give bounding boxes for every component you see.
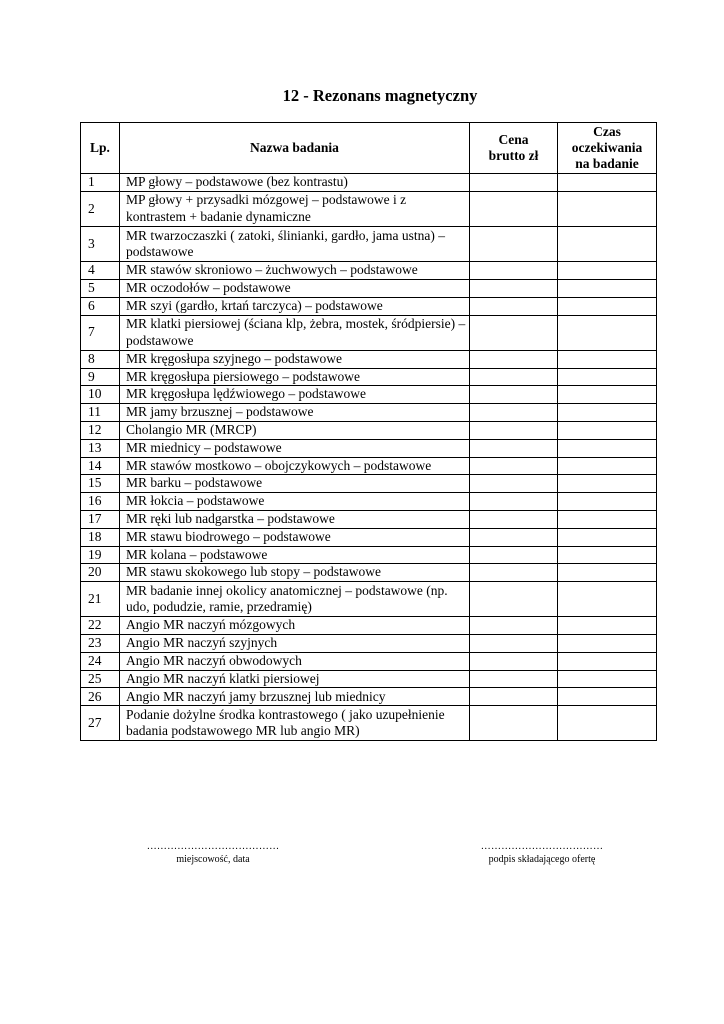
row-name: Podanie dożylne środka kontrastowego ( jako uzupełnienie badania podstawowego MR lub angio MR) <box>120 706 470 741</box>
row-price-cell <box>470 635 558 653</box>
row-name: MR ręki lub nadgarstka – podstawowe <box>120 510 470 528</box>
row-name: MR jamy brzusznej – podstawowe <box>120 404 470 422</box>
row-price-cell <box>470 706 558 741</box>
row-price-cell <box>470 297 558 315</box>
row-price-cell <box>470 493 558 511</box>
row-wait-cell <box>558 510 657 528</box>
table-row <box>81 368 657 386</box>
row-wait-cell <box>558 174 657 192</box>
row-price-cell <box>470 350 558 368</box>
row-lp: 5 <box>81 279 120 297</box>
row-name: MR stawu skokowego lub stopy – podstawowe <box>120 564 470 582</box>
row-name: MR kręgosłupa piersiowego – podstawowe <box>120 368 470 386</box>
row-wait-cell <box>558 368 657 386</box>
table-row <box>81 386 657 404</box>
table-row <box>81 315 657 350</box>
table-row <box>81 546 657 564</box>
table-row <box>81 439 657 457</box>
table-row <box>81 706 657 741</box>
row-price-cell <box>470 564 558 582</box>
row-price-cell <box>470 510 558 528</box>
row-price-cell <box>470 652 558 670</box>
table-row <box>81 582 657 617</box>
row-lp: 22 <box>81 617 120 635</box>
header-lp: Lp. <box>81 123 120 174</box>
table-row <box>81 635 657 653</box>
row-lp: 15 <box>81 475 120 493</box>
row-wait-cell <box>558 262 657 280</box>
row-lp: 14 <box>81 457 120 475</box>
row-name: MR oczodołów – podstawowe <box>120 279 470 297</box>
row-wait-cell <box>558 617 657 635</box>
row-price-cell <box>470 368 558 386</box>
row-lp: 8 <box>81 350 120 368</box>
table-row <box>81 350 657 368</box>
row-name: MR szyi (gardło, krtań tarczyca) – podstawowe <box>120 297 470 315</box>
row-lp: 24 <box>81 652 120 670</box>
row-name: MR barku – podstawowe <box>120 475 470 493</box>
signature-left <box>118 840 308 866</box>
row-lp: 17 <box>81 510 120 528</box>
row-name: MR stawów skroniowo – żuchwowych – podstawowe <box>120 262 470 280</box>
row-price-cell <box>470 386 558 404</box>
row-lp: 11 <box>81 404 120 422</box>
row-wait-cell <box>558 279 657 297</box>
row-price-cell <box>470 670 558 688</box>
row-wait-cell <box>558 226 657 261</box>
row-wait-cell <box>558 652 657 670</box>
row-wait-cell <box>558 475 657 493</box>
header-name: Nazwa badania <box>120 123 470 174</box>
table-row <box>81 262 657 280</box>
row-wait-cell <box>558 297 657 315</box>
signature-left-dots: ………………………………… <box>146 841 280 852</box>
price-table <box>80 122 657 741</box>
row-wait-cell <box>558 670 657 688</box>
row-name: MP głowy + przysadki mózgowej – podstawowe i z kontrastem + badanie dynamiczne <box>120 191 470 226</box>
row-price-cell <box>470 315 558 350</box>
signature-right-dots: ……………………………… <box>480 841 604 852</box>
table-row <box>81 528 657 546</box>
table-row <box>81 670 657 688</box>
header-wait: Czas oczekiwania na badanie <box>558 123 657 174</box>
table-row <box>81 652 657 670</box>
row-price-cell <box>470 226 558 261</box>
table-row <box>81 279 657 297</box>
row-wait-cell <box>558 191 657 226</box>
row-price-cell <box>470 546 558 564</box>
row-wait-cell <box>558 546 657 564</box>
row-lp: 3 <box>81 226 120 261</box>
row-wait-cell <box>558 315 657 350</box>
row-name: Angio MR naczyń klatki piersiowej <box>120 670 470 688</box>
row-wait-cell <box>558 528 657 546</box>
row-price-cell <box>470 439 558 457</box>
table-row <box>81 617 657 635</box>
table-header-row <box>81 123 657 174</box>
row-name: MR kręgosłupa szyjnego – podstawowe <box>120 350 470 368</box>
row-lp: 25 <box>81 670 120 688</box>
table-row <box>81 457 657 475</box>
row-wait-cell <box>558 457 657 475</box>
row-name: Cholangio MR (MRCP) <box>120 421 470 439</box>
row-wait-cell <box>558 421 657 439</box>
row-name: MR badanie innej okolicy anatomicznej – podstawowe (np. udo, podudzie, ramie, przedramię) <box>120 582 470 617</box>
row-name: MR łokcia – podstawowe <box>120 493 470 511</box>
page-title: 12 - Rezonans magnetyczny <box>282 86 478 105</box>
row-lp: 7 <box>81 315 120 350</box>
signature-left-caption: miejscowość, data <box>176 854 250 865</box>
row-name: Angio MR naczyń obwodowych <box>120 652 470 670</box>
row-lp: 23 <box>81 635 120 653</box>
row-wait-cell <box>558 582 657 617</box>
row-lp: 27 <box>81 706 120 741</box>
row-name: MR kolana – podstawowe <box>120 546 470 564</box>
row-wait-cell <box>558 635 657 653</box>
row-wait-cell <box>558 404 657 422</box>
table-row <box>81 421 657 439</box>
row-name: Angio MR naczyń szyjnych <box>120 635 470 653</box>
row-name: Angio MR naczyń jamy brzusznej lub miednicy <box>120 688 470 706</box>
row-name: MR stawu biodrowego – podstawowe <box>120 528 470 546</box>
row-price-cell <box>470 457 558 475</box>
row-name: MR kręgosłupa lędźwiowego – podstawowe <box>120 386 470 404</box>
row-lp: 18 <box>81 528 120 546</box>
row-price-cell <box>470 404 558 422</box>
row-price-cell <box>470 174 558 192</box>
row-name: Angio MR naczyń mózgowych <box>120 617 470 635</box>
row-wait-cell <box>558 706 657 741</box>
row-price-cell <box>470 582 558 617</box>
row-lp: 4 <box>81 262 120 280</box>
row-price-cell <box>470 191 558 226</box>
table-row <box>81 191 657 226</box>
row-name: MR miednicy – podstawowe <box>120 439 470 457</box>
row-wait-cell <box>558 493 657 511</box>
row-price-cell <box>470 279 558 297</box>
row-wait-cell <box>558 688 657 706</box>
row-lp: 21 <box>81 582 120 617</box>
row-name: MP głowy – podstawowe (bez kontrastu) <box>120 174 470 192</box>
table-row <box>81 404 657 422</box>
row-lp: 26 <box>81 688 120 706</box>
row-wait-cell <box>558 350 657 368</box>
row-price-cell <box>470 528 558 546</box>
row-wait-cell <box>558 386 657 404</box>
row-lp: 19 <box>81 546 120 564</box>
row-lp: 2 <box>81 191 120 226</box>
row-name: MR klatki piersiowej (ściana klp, żebra, mostek, śródpiersie) – podstawowe <box>120 315 470 350</box>
row-lp: 1 <box>81 174 120 192</box>
row-lp: 20 <box>81 564 120 582</box>
row-price-cell <box>470 421 558 439</box>
row-name: MR twarzoczaszki ( zatoki, ślinianki, gardło, jama ustna) – podstawowe <box>120 226 470 261</box>
row-price-cell <box>470 475 558 493</box>
header-price: Cena brutto zł <box>470 123 558 174</box>
table-row <box>81 564 657 582</box>
row-lp: 16 <box>81 493 120 511</box>
row-price-cell <box>470 617 558 635</box>
table-row <box>81 493 657 511</box>
signature-right <box>452 840 632 866</box>
row-lp: 9 <box>81 368 120 386</box>
table-row <box>81 510 657 528</box>
row-price-cell <box>470 262 558 280</box>
row-wait-cell <box>558 439 657 457</box>
table-row <box>81 475 657 493</box>
table-row <box>81 174 657 192</box>
signature-right-caption: podpis składającego ofertę <box>488 854 596 865</box>
row-lp: 6 <box>81 297 120 315</box>
row-price-cell <box>470 688 558 706</box>
table-body <box>81 174 657 741</box>
row-lp: 10 <box>81 386 120 404</box>
table-row <box>81 688 657 706</box>
row-name: MR stawów mostkowo – obojczykowych – podstawowe <box>120 457 470 475</box>
row-lp: 12 <box>81 421 120 439</box>
row-wait-cell <box>558 564 657 582</box>
row-lp: 13 <box>81 439 120 457</box>
table-row <box>81 226 657 261</box>
table-row <box>81 297 657 315</box>
